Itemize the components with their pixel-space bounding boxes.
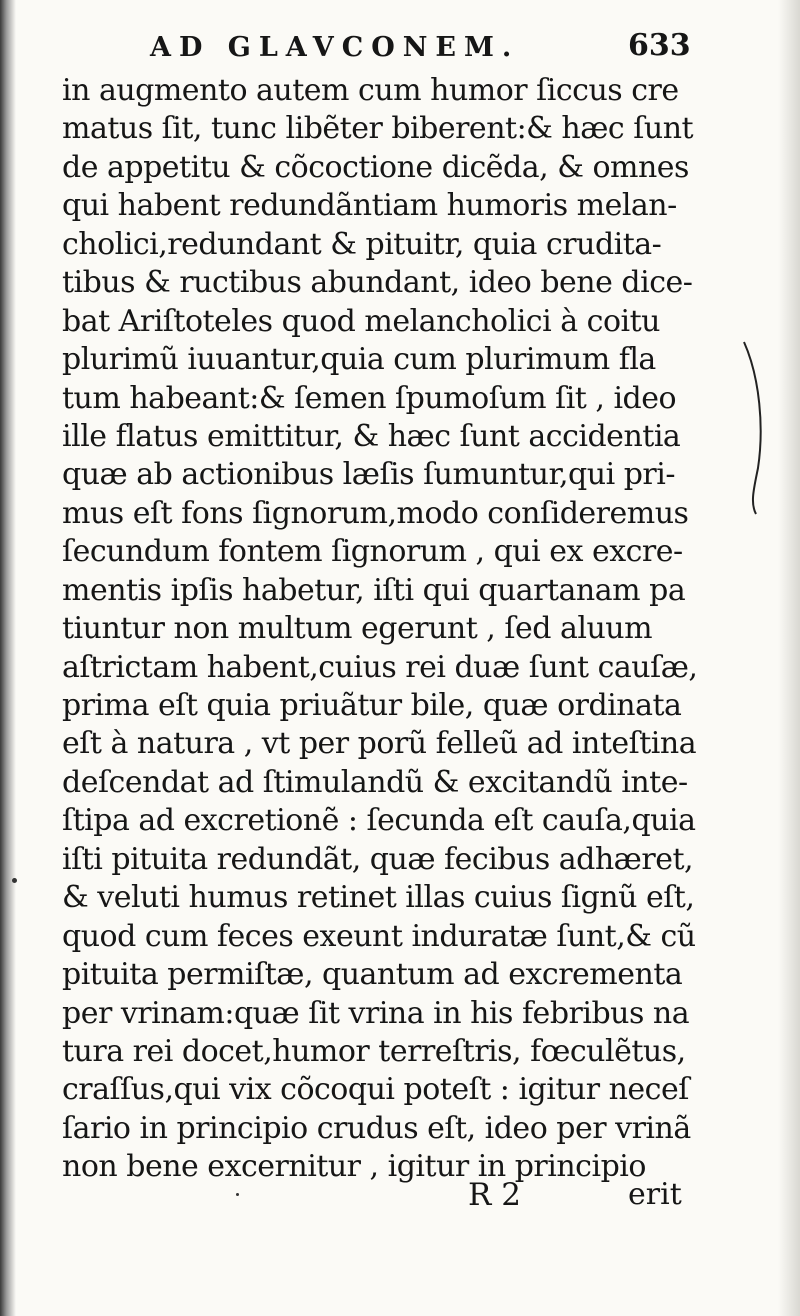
text-line: cholici,redundant & pituitr, quia crudita- <box>62 226 662 262</box>
page-footer <box>0 1175 800 1215</box>
text-line: qui habent redundãntiam humoris melan- <box>62 188 677 224</box>
text-line: mus eſt fons ſignorum,modo conſideremus <box>62 495 689 531</box>
text-line: deſcendat ad ſtimulandũ & excitandũ inte- <box>62 764 688 800</box>
page-number: 633 <box>628 28 691 63</box>
text-line: ſecundum fontem ſignorum , qui ex excre- <box>62 534 683 570</box>
text-line: in augmento autem cum humor ſiccus cre <box>62 73 679 108</box>
text-line: de appetitu & cõcoctione dicẽda, & omnes <box>62 149 689 185</box>
text-line: tura rei docet,humor terreſtris, fœculẽtus, <box>62 1033 686 1069</box>
text-line: pituita permiſtæ, quantum ad excrementa <box>62 957 683 993</box>
text-line: ſario in principio crudus eſt, ideo per vrinã <box>62 1110 691 1146</box>
ink-speck <box>12 878 17 883</box>
text-line: ille flatus emittitur, & hæc ſunt accidentia <box>62 418 681 454</box>
text-line: prima eſt quia priuãtur bile, quæ ordinata <box>62 688 682 723</box>
catchword: erit <box>628 1177 682 1212</box>
text-line: ſtipa ad excretionẽ : ſecunda eſt cauſa,quia <box>62 803 696 839</box>
text-line: bat Ariſtoteles quod melancholici à coitu <box>62 303 660 339</box>
text-line: per vrinam:quæ ſit vrina in his febribus na <box>62 995 690 1031</box>
text-line: mentis ipſis habetur, iſti qui quartanam pa <box>62 572 686 608</box>
page-edge <box>778 0 800 1316</box>
text-line: iſti pituita redundãt, quæ fecibus adhæret, <box>62 841 694 877</box>
text-line: non bene excernitur , igitur in principio <box>62 1149 646 1185</box>
body-text <box>62 72 698 1187</box>
text-line: aſtrictam habent,cuius rei duæ ſunt cauſæ, <box>62 649 698 685</box>
text-line: plurimũ iuuantur,quia cum plurimum fla <box>62 342 656 378</box>
text-line: matus ſit, tunc libẽter biberent:& hæc ſunt <box>62 111 694 147</box>
text-line: quæ ab actionibus læſis ſumuntur,qui pri- <box>62 457 675 493</box>
text-line: quod cum feces exeunt induratæ ſunt,& cũ <box>62 918 696 954</box>
text-line: craſſus,qui vix cõcoqui poteſt : igitur neceſ <box>62 1072 689 1108</box>
margin-bracket-mark <box>738 338 774 518</box>
text-line: tibus & ructibus abundant, ideo bene dice- <box>62 265 693 301</box>
binding-shadow <box>0 0 16 1316</box>
text-line: tum habeant:& ſemen ſpumoſum ſit , ideo <box>62 380 677 416</box>
text-line: & veluti humus retinet illas cuius ſignũ eſt, <box>62 880 695 916</box>
text-line: eſt à natura , vt per porũ felleũ ad inteſtina <box>62 726 697 762</box>
running-head: AD GLAVCONEM. <box>150 32 520 63</box>
text-line: tiuntur non multum egerunt , ſed aluum <box>62 611 653 647</box>
signature-mark: R 2 <box>468 1177 521 1213</box>
